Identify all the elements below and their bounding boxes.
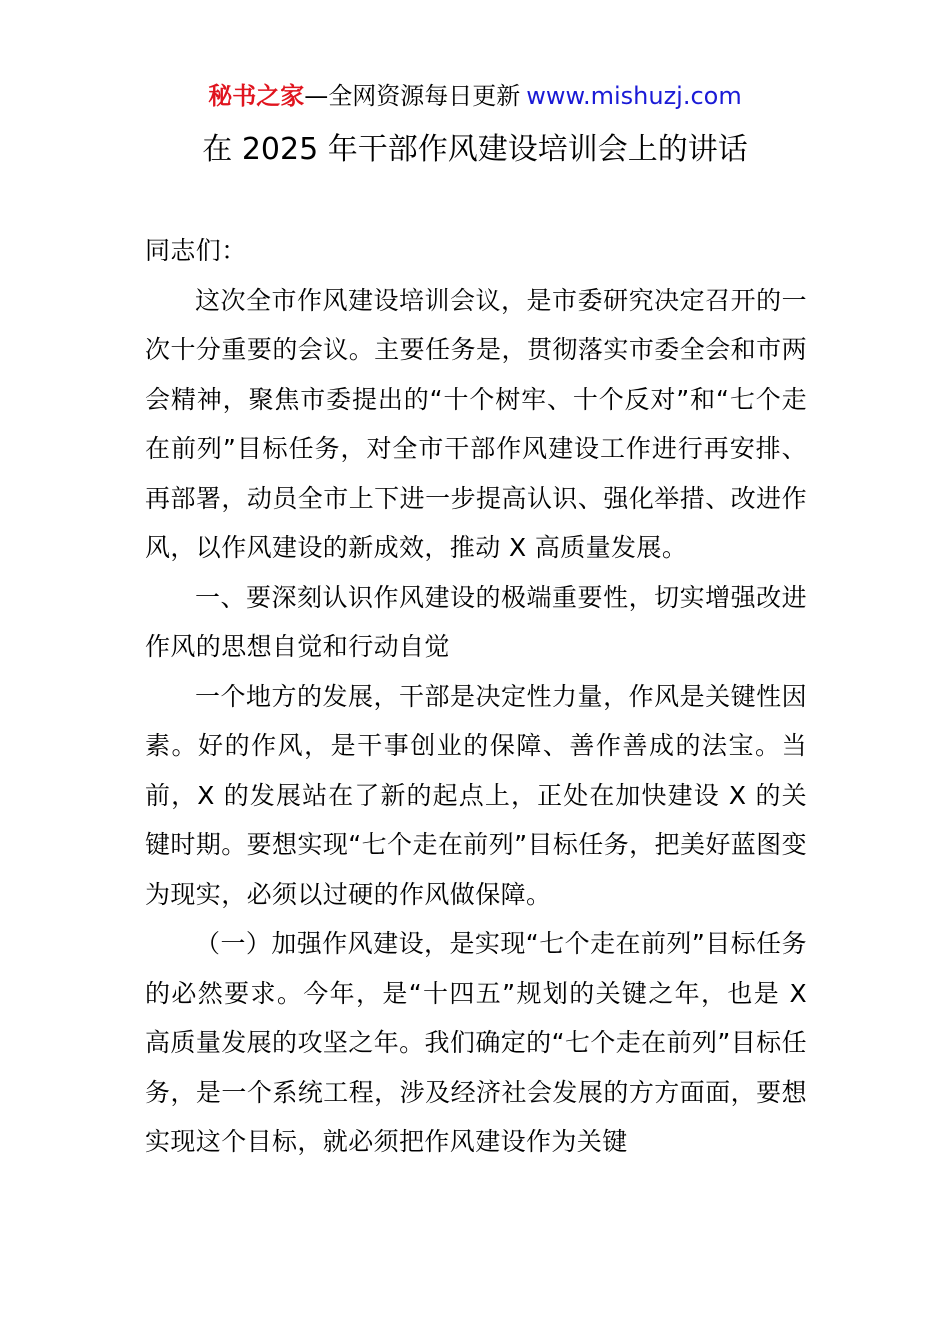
paragraph-section-1: 一个地方的发展，干部是决定性力量，作风是关键性因素。好的作风，是干事创业的保障、善作善成的法宝。当前，X 的发展站在了新的起点上，正处在加快建设 X 的关键时期。要想实现“七个走在前列”目标任务，把美好蓝图变为现实，必须以过硬的作风做保障。	[145, 681, 807, 909]
brand-name: 秘书之家	[208, 82, 305, 110]
site-url-link[interactable]: www.mishuzj.com	[526, 82, 742, 110]
document-title: 在 2025 年干部作风建设培训会上的讲话	[202, 132, 748, 167]
section-heading-1: 一、要深刻认识作风建设的极端重要性，切实增强改进作风的思想自觉和行动自觉	[145, 582, 807, 661]
document-body	[145, 226, 807, 1167]
paragraph-intro: 这次全市作风建设培训会议，是市委研究决定召开的一次十分重要的会议。主要任务是，贯彻落实市委全会和市两会精神，聚焦市委提出的“十个树牢、十个反对”和“七个走在前列”目标任务，对全市干部作风建设工作进行再安排、再部署，动员全市上下进一步提高认识、强化举措、改进作风，以作风建设的新成效，推动 X 高质量发展。	[145, 285, 807, 562]
greeting: 同志们：	[145, 236, 247, 265]
brand-slogan: —全网资源每日更新	[304, 82, 521, 110]
site-header	[0, 80, 950, 112]
paragraph-subsection-1: （一）加强作风建设，是实现“七个走在前列”目标任务的必然要求。今年，是“十四五”规划的关键之年，也是 X 高质量发展的攻坚之年。我们确定的“七个走在前列”目标任务，是一个系统工程，涉及经济社会发展的方方面面，要想实现这个目标，就必须把作风建设作为关键	[145, 929, 807, 1156]
